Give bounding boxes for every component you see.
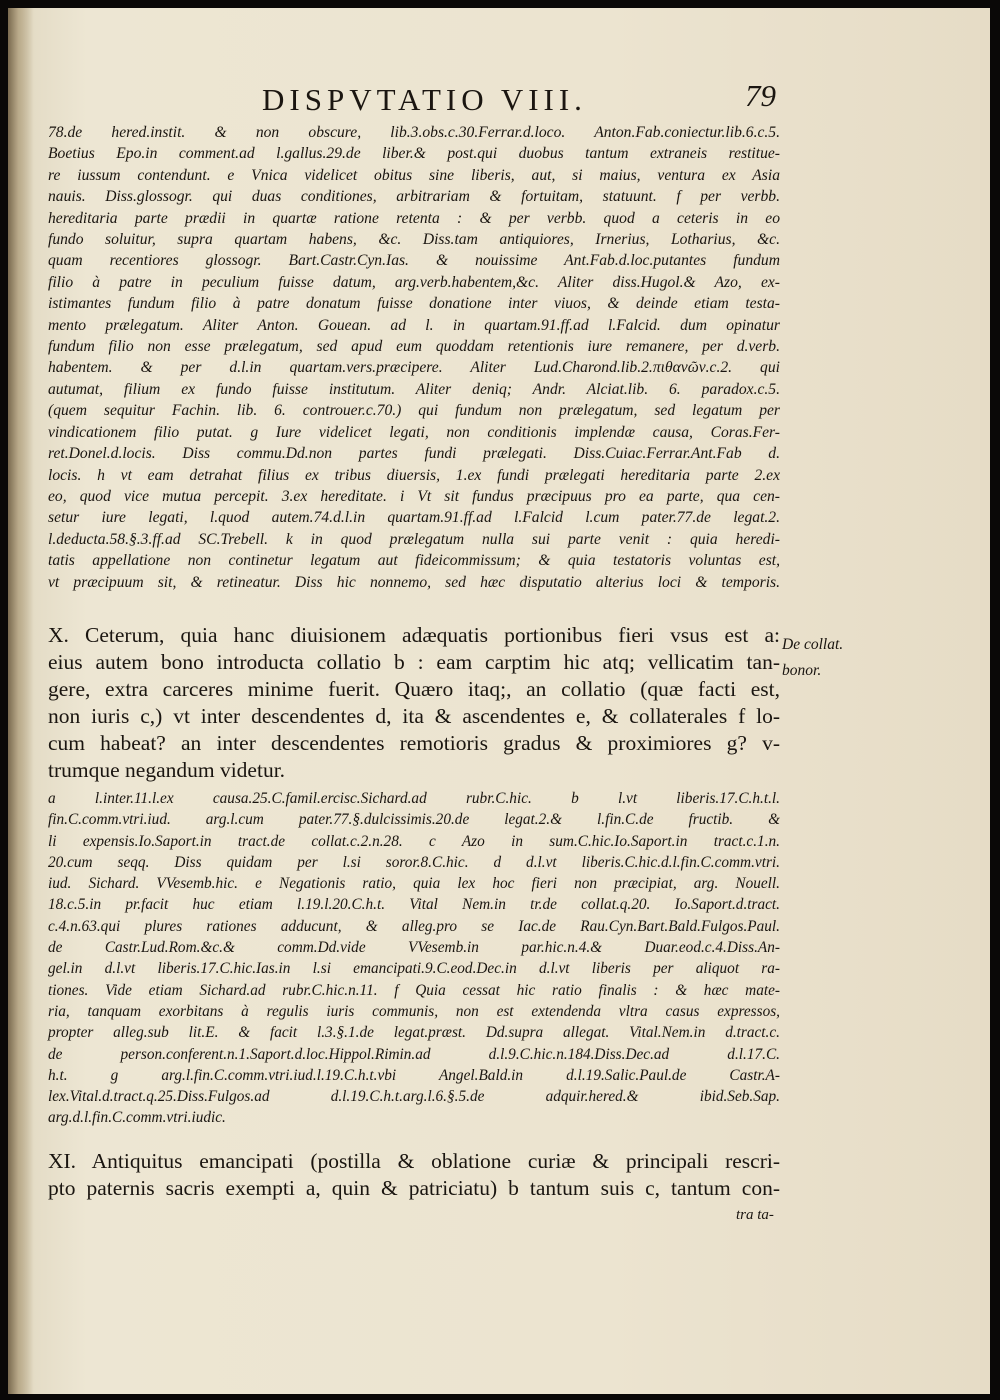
footnotes-block-1: [48, 122, 780, 593]
text-line: non iuris c,) vt inter descendentes d, ita & ascendentes e, & collaterales f lo-: [48, 704, 780, 728]
text-line: h.t. g arg.l.fin.C.comm.vtri.iud.l.19.C.h.t.vbi Angel.Bald.in d.l.19.Salic.Paul.de Castr.A-: [48, 1066, 780, 1084]
text-line: tiones. Vide etiam Sichard.ad rubr.C.hic.n.11. f Quia cessat hic ratio finalis : & hæc mate-: [48, 981, 780, 999]
text-line: autumat, filium ex fundo fuisse institutum. Aliter deniq; Andr. Alciat.lib. 6. paradox.c.5.: [48, 380, 780, 398]
text-line: filio à patre in peculium fuisse datum, arg.verb.habentem,&c. Aliter diss.Hugol.& Azo, ex-: [48, 273, 780, 291]
text-line: ret.Donel.d.locis. Diss commu.Dd.non partes fundi prælegati. Diss.Cuiac.Ferrar.Ant.Fab d.: [48, 445, 780, 463]
text-line: gere, extra carceres minime fuerit. Quæro itaq;, an collatio (quæ facti est,: [48, 677, 780, 701]
text-line: X. Ceterum, quia hanc diuisionem adæquatis portionibus fieri vsus est a:: [48, 623, 780, 647]
page-gutter-shadow: [8, 8, 34, 1394]
text-line: trumque negandum videtur.: [48, 758, 286, 782]
text-line: propter alleg.sub lit.E. & facit l.3.§.1.de legat.præst. Dd.supra allegat. Vital.Nem.in d.tract.c.: [48, 1024, 780, 1042]
section-x-body: [48, 622, 780, 784]
margin-note: [782, 632, 843, 684]
text-line: de person.conferent.n.1.Saport.d.loc.Hippol.Rimin.ad d.l.9.C.hic.n.184.Diss.Dec.ad d.l.17.C.: [48, 1045, 780, 1063]
text-line: istimantes fundum filio à patre donatum fuisse donatione inter viuos, & deinde etiam testa-: [48, 295, 780, 313]
text-line: nauis. Diss.glossogr. qui duas conditiones, arbitrariam & fortuitam, statuunt. f per verbb.: [48, 188, 780, 206]
text-line: quam recentiores glossogr. Bart.Castr.Cyn.Ias. & nouissime Ant.Fab.d.loc.putantes fundum: [48, 252, 780, 270]
text-line: c.4.n.63.qui plures rationes adducunt, & alleg.pro se Iac.de Rau.Cyn.Bart.Bald.Fulgos.Paul.: [48, 917, 780, 935]
text-line: de Castr.Lud.Rom.&c.& comm.Dd.vide VVesemb.in par.hic.n.4.& Duar.eod.c.4.Diss.An-: [48, 939, 780, 957]
page-number: 79: [745, 78, 776, 113]
text-line: re iussum contendunt. e Vnica videlicet obitus sine liberis, aut, si maius, ventura ex Asia: [48, 166, 780, 184]
footnote-paragraph: [48, 788, 780, 1129]
footnote-paragraph: [48, 122, 780, 593]
text-line: fin.C.comm.vtri.iud. arg.l.cum pater.77.§.dulcissimis.20.de legat.2.& l.fin.C.de fructib. &: [48, 811, 780, 829]
margin-note-line: bonor.: [782, 662, 822, 679]
text-line: iud. Sichard. VVesemb.hic. e Negationis ratio, quia lex hoc fieri non præcipiat, arg. Nouell.: [48, 875, 780, 893]
text-line: habentem. & per d.l.in quartam.vers.præcipere. Aliter Lud.Charond.lib.2.πιθανῶν.c.2. qui: [48, 359, 780, 377]
text-line: lex.Vital.d.tract.q.25.Diss.Fulgos.ad d.l.19.C.h.t.arg.l.6.§.5.de adquir.hered.& ibid.Seb.Sap.: [48, 1088, 780, 1106]
text-line: vt præcipuum sit, & retineatur. Diss hic nonnemo, sed hæc disputatio alterius loci & temporis.: [48, 573, 780, 591]
text-line: eius autem bono introducta collatio b : eam carptim hic atq; vellicatim tan-: [48, 650, 780, 674]
text-line: mento prælegatum. Aliter Anton. Gouean. ad l. in quartam.91.ff.ad l.Falcid. dum opinatur: [48, 316, 780, 334]
catchword: tra ta-: [736, 1207, 774, 1223]
text-line: arg.d.l.fin.C.comm.vtri.iudic.: [48, 1109, 226, 1127]
text-line: cum habeat? an inter descendentes remotioris gradus & proximiores g? v-: [48, 731, 780, 755]
text-line: gel.in d.l.vt liberis.17.C.hic.Ias.in l.si emancipati.9.C.eod.Dec.in d.l.vt liberis per aliquot ra-: [48, 960, 780, 978]
text-line: pto paternis sacris exempti a, quin & patriciatu) b tantum suis c, tantum con-: [48, 1176, 780, 1200]
text-line: XI. Antiquitus emancipati (postilla & oblatione curiæ & principali rescri-: [48, 1149, 780, 1173]
text-line: 20.cum seqq. Diss quidam per l.si soror.8.C.hic. d d.l.vt liberis.C.hic.d.l.fin.C.comm.vtri.: [48, 853, 780, 871]
margin-note-line: De collat.: [782, 636, 844, 653]
text-line: hereditaria parte prædii in quartæ ratione retenta : & per verbb. quod a ceteris in eo: [48, 209, 780, 227]
text-line: 18.c.5.in pr.facit huc etiam l.19.l.20.C.h.t. Vital Nem.in tr.de collat.q.20. Io.Saport.d.tract.: [48, 896, 780, 914]
text-line: 78.de hered.instit. & non obscure, lib.3.obs.c.30.Ferrar.d.loco. Anton.Fab.coniectur.lib.6.c.5.: [48, 124, 780, 141]
text-line: setur iure legati, l.quod autem.74.d.l.in quartam.91.ff.ad l.Falcid l.cum pater.77.de legat.2.: [48, 509, 780, 527]
running-title: DISPVTATIO VIII.: [262, 82, 587, 117]
text-line: a l.inter.11.l.ex causa.25.C.famil.ercisc.Sichard.ad rubr.C.hic. b l.vt liberis.17.C.h.t.l.: [48, 790, 780, 807]
section-x-paragraph: [48, 622, 780, 784]
text-line: ria, tanquam exorbitans à regulis iuris communis, non est extendenda vltra casus expressos,: [48, 1002, 780, 1020]
text-line: locis. h vt eam detrahat filius ex tribus diuersis, 1.ex fundi prælegati hereditaria parte 2.ex: [48, 466, 780, 484]
running-head: [0, 78, 990, 122]
text-line: vindicationem filio putat. g Iure videlicet legati, non conditionis implendæ causa, Coras.Fer-: [48, 423, 780, 441]
text-line: l.deducta.58.§.3.ff.ad SC.Trebell. k in quod prælegatum nulla sui parte venit : quia heredi-: [48, 530, 780, 548]
text-line: (quem sequitur Fachin. lib. 6. controuer.c.70.) qui fundum non prælegatum, sed legatum per: [48, 402, 780, 420]
text-line: fundum filio non esse prælegatum, sed apud eum quoddam retentionis iure remanere, per d.verb.: [48, 338, 780, 356]
text-line: Boetius Epo.in comment.ad l.gallus.29.de liber.& post.qui duobus tantum extraneis restitue-: [48, 145, 780, 163]
text-line: fundo soluitur, supra quartam habens, &c. Diss.tam antiquiores, Irnerius, Lotharius, &c.: [48, 231, 780, 249]
section-xi-body: [48, 1148, 780, 1202]
text-line: eo, quod vice mutua percepit. 3.ex hereditate. i Vt sit fundus præcipuus pro ea parte, qua cen-: [48, 487, 780, 505]
footnotes-block-2: [48, 788, 780, 1129]
text-line: tatis appellatione non continetur legatum aut fideicommissum; & quia testatoris voluntas est,: [48, 552, 780, 570]
text-line: li expensis.Io.Saport.in tract.de collat.c.2.n.28. c Azo in sum.C.hic.Io.Saport.in tract.c.1.n.: [48, 832, 780, 850]
section-xi-paragraph: [48, 1148, 780, 1202]
